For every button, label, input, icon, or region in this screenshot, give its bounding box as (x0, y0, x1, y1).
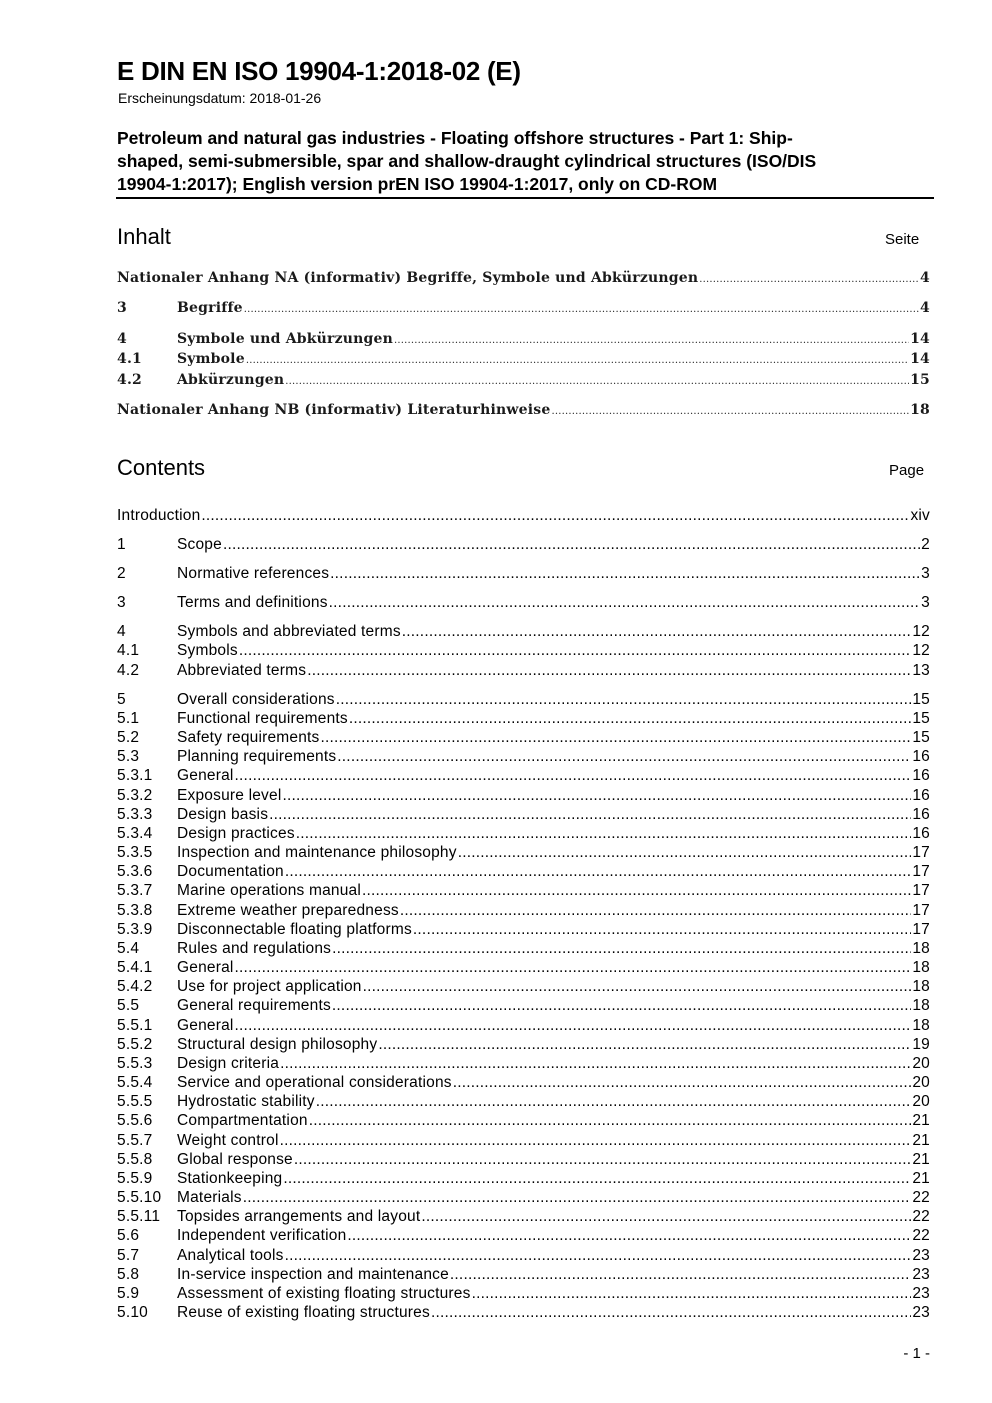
toc-entry[interactable] (117, 402, 930, 422)
toc-leader (321, 729, 912, 747)
toc-entry-page: 17 (912, 863, 930, 880)
toc-entry-page: 12 (912, 642, 930, 659)
toc-entry[interactable] (117, 1036, 930, 1056)
toc-entry-number: 3 (117, 594, 126, 611)
toc-entry-page: 21 (912, 1170, 930, 1187)
subtitle-line: Petroleum and natural gas industries - Floating offshore structures - Part 1: Ship- (117, 128, 793, 148)
toc-entry-number: 5.5.1 (117, 1017, 153, 1034)
toc-entry[interactable] (117, 1112, 930, 1132)
toc-entry-number: 5.5.11 (117, 1208, 161, 1225)
toc-entry-page: 18 (912, 978, 930, 995)
toc-entry[interactable] (117, 691, 930, 711)
toc-entry[interactable] (117, 1074, 930, 1094)
toc-entry-page: 16 (912, 767, 930, 784)
toc-leader (336, 691, 912, 709)
contents-page-label: Page (889, 462, 925, 479)
toc-entry[interactable] (117, 1208, 930, 1228)
toc-entry-title: Abbreviated terms (177, 662, 307, 679)
toc-entry[interactable] (117, 959, 930, 979)
toc-entry[interactable] (117, 748, 930, 768)
toc-entry-title: Design criteria (177, 1055, 280, 1072)
toc-entry-number: 5.6 (117, 1227, 140, 1244)
toc-leader (329, 594, 921, 612)
toc-entry-page: 3 (921, 565, 930, 582)
toc-entry[interactable] (117, 594, 930, 614)
toc-entry-title: Weight control (177, 1132, 279, 1149)
toc-entry-page: 16 (912, 748, 930, 765)
toc-entry-page: 12 (912, 623, 930, 640)
toc-entry-title: Symbols (177, 642, 238, 659)
toc-entry-page: 17 (912, 902, 930, 919)
toc-entry[interactable] (117, 806, 930, 826)
toc-entry-number: 4 (117, 623, 126, 640)
toc-entry-number: 5.3.2 (117, 787, 153, 804)
toc-entry[interactable] (117, 882, 930, 902)
toc-entry[interactable] (117, 642, 930, 662)
toc-entry-title: Service and operational considerations (177, 1074, 452, 1091)
toc-entry-title: Normative references (177, 565, 330, 582)
toc-entry-page: 23 (912, 1266, 930, 1283)
toc-entry-title: In-service inspection and maintenance (177, 1266, 449, 1283)
toc-entry[interactable] (117, 787, 930, 807)
toc-leader (246, 355, 909, 366)
toc-entry-number: 5.9 (117, 1285, 140, 1302)
toc-entry[interactable] (117, 1266, 930, 1286)
toc-entry-title: Nationaler Anhang NA (informativ) Begriffe, Symbole und Abkürzungen (117, 270, 699, 286)
toc-entry-title: Assessment of existing floating structures (177, 1285, 471, 1302)
toc-entry-page: 22 (912, 1208, 930, 1225)
toc-entry-number: 5.3.1 (117, 767, 153, 784)
toc-leader (239, 642, 912, 660)
toc-entry-number: 5.4.1 (117, 959, 153, 976)
toc-entry-title: General (177, 767, 234, 784)
toc-entry[interactable] (117, 623, 930, 643)
toc-entry-number: 5.5.7 (117, 1132, 153, 1149)
toc-entry-page: 16 (912, 806, 930, 823)
toc-entry-number: 1 (117, 536, 126, 553)
toc-entry-title: Functional requirements (177, 710, 348, 727)
toc-entry-title: Overall considerations (177, 691, 335, 708)
toc-leader (330, 565, 920, 583)
toc-entry-number: 5.5.5 (117, 1093, 153, 1110)
toc-entry-page: xiv (910, 507, 930, 524)
toc-entry-page: 21 (912, 1112, 930, 1129)
toc-leader (400, 902, 911, 920)
toc-entry[interactable] (117, 1247, 930, 1267)
toc-entry[interactable] (117, 1017, 930, 1037)
toc-leader (378, 1036, 911, 1054)
toc-entry-title: Analytical tools (177, 1247, 284, 1264)
toc-entry-title: Symbols and abbreviated terms (177, 623, 401, 640)
toc-entry[interactable] (117, 507, 930, 527)
toc-entry-page: 18 (910, 402, 930, 418)
toc-entry-title: General (177, 959, 234, 976)
toc-entry[interactable] (117, 331, 930, 351)
toc-entry-page: 16 (912, 825, 930, 842)
toc-entry[interactable] (117, 1132, 930, 1152)
toc-leader (453, 1074, 912, 1092)
toc-leader (421, 1208, 911, 1226)
toc-entry-number: 5.3.9 (117, 921, 153, 938)
toc-entry-number: 5.3.6 (117, 863, 153, 880)
toc-entry-title: Extreme weather preparedness (177, 902, 399, 919)
toc-entry-page: 4 (920, 300, 930, 316)
toc-leader (282, 787, 911, 805)
toc-entry-number: 5.3.5 (117, 844, 153, 861)
toc-entry-number: 5.5.8 (117, 1151, 153, 1168)
toc-entry-page: 20 (912, 1055, 930, 1072)
toc-entry-page: 17 (912, 921, 930, 938)
toc-entry-number: 4.2 (117, 372, 142, 388)
toc-entry-number: 5.3.7 (117, 882, 153, 899)
toc-entry-page: 14 (910, 351, 930, 367)
subtitle-line: shaped, semi-submersible, spar and shallow-draught cylindrical structures (ISO/DIS (117, 151, 817, 171)
toc-entry-title: Rules and regulations (177, 940, 332, 957)
toc-entry-number: 5.3.8 (117, 902, 153, 919)
toc-leader (201, 507, 909, 525)
toc-leader (244, 304, 919, 315)
toc-entry-page: 14 (910, 331, 930, 347)
toc-leader (243, 1189, 912, 1207)
toc-entry-title: Introduction (117, 507, 201, 524)
toc-entry-page: 4 (920, 270, 930, 286)
toc-entry[interactable] (117, 565, 930, 585)
toc-entry-number: 5.1 (117, 710, 140, 727)
toc-entry-page: 23 (912, 1304, 930, 1321)
toc-entry-title: Materials (177, 1189, 242, 1206)
toc-entry[interactable] (117, 300, 930, 320)
publication-date: Erscheinungsdatum: 2018-01-26 (118, 90, 322, 106)
toc-entry[interactable] (117, 1170, 930, 1190)
toc-leader (332, 997, 911, 1015)
toc-entry-title: Safety requirements (177, 729, 320, 746)
toc-entry-title: Design basis (177, 806, 269, 823)
toc-entry-page: 16 (912, 787, 930, 804)
toc-entry-number: 5.5.10 (117, 1189, 162, 1206)
toc-entry-page: 15 (912, 729, 930, 746)
toc-leader (316, 1093, 912, 1111)
toc-entry-number: 5.4 (117, 940, 140, 957)
toc-entry-title: Begriffe (177, 300, 243, 316)
subtitle-divider (116, 197, 934, 199)
toc-entry-number: 5.3.3 (117, 806, 153, 823)
toc-entry[interactable] (117, 940, 930, 960)
toc-entry[interactable] (117, 863, 930, 883)
toc-entry-title: Independent verification (177, 1227, 347, 1244)
toc-entry-number: 5.8 (117, 1266, 140, 1283)
toc-entry-page: 13 (912, 662, 930, 679)
toc-leader (307, 662, 911, 680)
toc-leader (296, 825, 912, 843)
toc-leader (280, 1132, 912, 1150)
inhalt-heading: Inhalt (117, 224, 171, 249)
toc-leader (280, 1055, 911, 1073)
toc-entry-number: 5.4.2 (117, 978, 153, 995)
inhalt-page-label: Seite (885, 231, 920, 248)
toc-leader (332, 940, 911, 958)
toc-leader (431, 1304, 911, 1322)
toc-entry[interactable] (117, 978, 930, 998)
toc-entry-page: 21 (912, 1151, 930, 1168)
toc-entry[interactable] (117, 767, 930, 787)
toc-entry-title: General (177, 1017, 234, 1034)
toc-entry-page: 17 (912, 844, 930, 861)
toc-entry-title: Nationaler Anhang NB (informativ) Literaturhinweise (117, 402, 551, 418)
toc-entry-page: 20 (912, 1093, 930, 1110)
toc-entry-number: 5.5.9 (117, 1170, 153, 1187)
toc-entry-page: 23 (912, 1247, 930, 1264)
toc-entry-title: Symbole (177, 351, 245, 367)
page-number: - 1 - (903, 1345, 930, 1362)
toc-entry-title: Topsides arrangements and layout (177, 1208, 421, 1225)
toc-leader (235, 767, 912, 785)
toc-leader (362, 882, 911, 900)
toc-entry-title: Reuse of existing floating structures (177, 1304, 430, 1321)
subtitle-line: 19904-1:2017); English version prEN ISO 19904-1:2017, only on CD-ROM (117, 174, 718, 194)
toc-entry[interactable] (117, 1055, 930, 1075)
toc-entry-title: Symbole und Abkürzungen (177, 331, 393, 347)
toc-entry-title: Global response (177, 1151, 293, 1168)
toc-entry-title: Planning requirements (177, 748, 337, 765)
toc-entry[interactable] (117, 351, 930, 371)
toc-entry-number: 2 (117, 565, 126, 582)
toc-entry-page: 15 (910, 372, 930, 388)
toc-entry[interactable] (117, 1227, 930, 1247)
toc-entry-number: 4.1 (117, 351, 142, 367)
toc-leader (472, 1285, 912, 1303)
toc-entry[interactable] (117, 825, 930, 845)
toc-entry[interactable] (117, 902, 930, 922)
toc-entry-number: 5.5.6 (117, 1112, 153, 1129)
toc-entry-page: 23 (912, 1285, 930, 1302)
toc-leader (363, 978, 912, 996)
contents-heading: Contents (117, 455, 206, 480)
toc-entry-title: Terms and definitions (177, 594, 328, 611)
toc-leader (337, 748, 911, 766)
toc-leader (402, 623, 912, 641)
toc-entry-page: 18 (912, 940, 930, 957)
toc-leader (551, 406, 909, 417)
toc-leader (413, 921, 911, 939)
toc-leader (285, 376, 909, 387)
toc-entry-title: Abkürzungen (177, 372, 285, 388)
toc-entry-page: 18 (912, 1017, 930, 1034)
toc-entry-page: 3 (921, 594, 930, 611)
toc-entry-number: 5.5.4 (117, 1074, 153, 1091)
toc-entry-number: 5.5.2 (117, 1036, 153, 1053)
toc-entry-page: 21 (912, 1132, 930, 1149)
toc-entry[interactable] (117, 1189, 930, 1209)
toc-entry-number: 5.2 (117, 729, 140, 746)
toc-entry[interactable] (117, 921, 930, 941)
toc-leader (699, 274, 919, 285)
toc-entry-page: 15 (912, 710, 930, 727)
toc-entry-number: 5.7 (117, 1247, 140, 1264)
toc-entry[interactable] (117, 729, 930, 749)
toc-entry-number: 5 (117, 691, 126, 708)
toc-entry[interactable] (117, 662, 930, 682)
toc-entry[interactable] (117, 1285, 930, 1305)
toc-entry-number: 3 (117, 300, 127, 316)
toc-leader (269, 806, 911, 824)
toc-leader (223, 536, 920, 554)
toc-leader (294, 1151, 911, 1169)
toc-entry-title: Marine operations manual (177, 882, 362, 899)
toc-entry-page: 2 (921, 536, 930, 553)
toc-entry-page: 18 (912, 959, 930, 976)
toc-leader (309, 1112, 912, 1130)
toc-entry-number: 5.3.4 (117, 825, 153, 842)
toc-entry[interactable] (117, 1304, 930, 1324)
toc-entry[interactable] (117, 997, 930, 1017)
toc-entry-number: 5.10 (117, 1304, 148, 1321)
toc-entry[interactable] (117, 710, 930, 730)
toc-entry-title: Inspection and maintenance philosophy (177, 844, 457, 861)
toc-entry-page: 17 (912, 882, 930, 899)
toc-entry-title: Structural design philosophy (177, 1036, 378, 1053)
toc-entry-title: Disconnectable floating platforms (177, 921, 412, 938)
toc-entry-title: Scope (177, 536, 222, 553)
toc-leader (235, 959, 912, 977)
toc-entry-title: General requirements (177, 997, 331, 1014)
toc-leader (285, 1247, 912, 1265)
toc-entry-number: 4.1 (117, 642, 140, 659)
toc-leader (285, 863, 911, 881)
toc-entry[interactable] (117, 270, 930, 290)
toc-entry[interactable] (117, 1151, 930, 1171)
toc-entry-page: 22 (912, 1227, 930, 1244)
toc-leader (458, 844, 912, 862)
toc-entry-number: 5.5.3 (117, 1055, 153, 1072)
toc-leader (394, 335, 909, 346)
toc-entry-page: 18 (912, 997, 930, 1014)
toc-entry-page: 22 (912, 1189, 930, 1206)
toc-entry-title: Stationkeeping (177, 1170, 283, 1187)
toc-leader (450, 1266, 911, 1284)
toc-entry-page: 19 (912, 1036, 930, 1053)
document-subtitle (117, 127, 932, 196)
toc-entry-title: Hydrostatic stability (177, 1093, 315, 1110)
toc-entry-page: 15 (912, 691, 930, 708)
toc-entry-page: 20 (912, 1074, 930, 1091)
toc-entry-number: 4 (117, 331, 127, 347)
toc-leader (283, 1170, 911, 1188)
toc-entry[interactable] (117, 1093, 930, 1113)
toc-entry-title: Design practices (177, 825, 295, 842)
toc-entry-number: 5.3 (117, 748, 140, 765)
toc-entry-title: Compartmentation (177, 1112, 308, 1129)
toc-leader (235, 1017, 912, 1035)
toc-entry-title: Use for project application (177, 978, 362, 995)
toc-leader (347, 1227, 911, 1245)
toc-entry[interactable] (117, 844, 930, 864)
document-title: E DIN EN ISO 19904-1:2018-02 (E) (117, 56, 521, 86)
toc-leader (349, 710, 911, 728)
toc-entry-number: 5.5 (117, 997, 140, 1014)
toc-entry-number: 4.2 (117, 662, 140, 679)
toc-entry[interactable] (117, 372, 930, 392)
toc-entry-title: Documentation (177, 863, 284, 880)
toc-entry-title: Exposure level (177, 787, 282, 804)
toc-entry[interactable] (117, 536, 930, 556)
